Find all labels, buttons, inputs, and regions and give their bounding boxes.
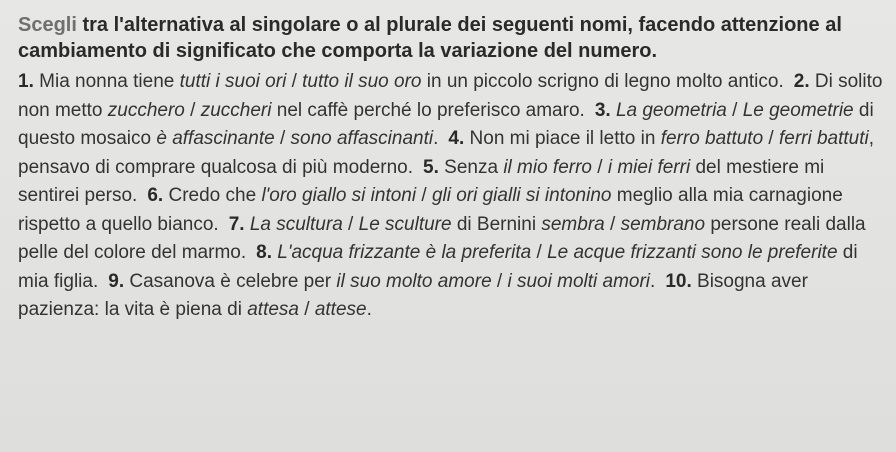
answer-option: sono affascinanti: [290, 128, 434, 149]
item-text: di mia figlia.: [18, 242, 858, 292]
option-separator: /: [286, 71, 303, 92]
exercise-instruction: [18, 12, 884, 64]
item-text: Credo che: [168, 185, 262, 206]
item-number: 10.: [665, 270, 692, 292]
instruction-text: tra l'alternativa al singolare o al plurale dei seguenti nomi, facendo attenzione al cambiamento di significato che comporta la variazione del numero.: [18, 14, 842, 62]
answer-option: La geometria: [615, 99, 727, 121]
answer-option: tutto il suo oro: [302, 71, 422, 92]
item-text: Senza: [444, 156, 504, 178]
option-separator: /: [184, 99, 201, 121]
answer-option: l'oro giallo si intoni: [261, 185, 417, 206]
answer-option: zucchero: [107, 99, 185, 121]
answer-option: sembra: [541, 213, 605, 235]
item-text: Bisogna aver pazienza: la vita è piena di: [18, 270, 808, 320]
item-number: 7.: [228, 213, 245, 235]
option-separator: /: [298, 299, 315, 320]
answer-option: attese: [314, 299, 367, 320]
exercise-body: [18, 68, 884, 325]
exercise-item: [18, 71, 784, 92]
item-number: 4.: [448, 128, 465, 149]
option-separator: /: [491, 270, 508, 292]
answer-option: Le geometrie: [742, 99, 854, 121]
item-text: .: [650, 270, 656, 292]
answer-option: ferri battuti: [778, 128, 869, 149]
option-separator: /: [763, 128, 779, 149]
item-text: , pensavo di comprare qualcosa di più moderno.: [18, 128, 875, 178]
item-text: in un piccolo scrigno di legno molto antico.: [421, 71, 784, 92]
instruction-highlighted-word: Scegli: [18, 14, 77, 36]
answer-option: i miei ferri: [607, 156, 691, 178]
answer-option: Le acque frizzanti sono le preferite: [547, 242, 838, 263]
option-separator: /: [342, 213, 359, 235]
item-text: persone reali dalla pelle del colore del marmo.: [18, 213, 866, 263]
answer-option: tutti i suoi ori: [179, 71, 287, 92]
option-separator: /: [604, 213, 621, 235]
answer-option: zuccheri: [200, 99, 272, 121]
answer-option: L'acqua frizzante è la preferita: [277, 242, 532, 263]
item-text: di questo mosaico: [18, 99, 874, 149]
item-number: 8.: [256, 242, 272, 263]
item-number: 6.: [147, 185, 164, 206]
answer-option: ferro battuto: [660, 128, 764, 149]
item-text: Mia nonna tiene: [39, 71, 180, 92]
answer-option: i suoi molti amori: [507, 270, 651, 292]
option-separator: /: [416, 185, 432, 206]
item-text: .: [366, 299, 372, 320]
answer-option: attesa: [247, 299, 299, 320]
option-separator: /: [531, 242, 548, 263]
item-number: 3.: [594, 99, 611, 121]
item-number: 9.: [108, 270, 125, 292]
item-number: 1.: [18, 71, 34, 92]
item-number: 5.: [423, 156, 439, 178]
item-text: di Bernini: [451, 213, 542, 235]
item-text: Di solito non metto: [18, 71, 883, 121]
answer-option: il mio ferro: [503, 156, 592, 178]
exercise-item: [108, 271, 655, 292]
item-text: meglio alla mia carnagione rispetto a quello bianco.: [18, 185, 843, 235]
answer-option: sembrano: [620, 213, 706, 235]
answer-option: Le sculture: [358, 213, 452, 235]
item-text: del mestiere mi sentirei perso.: [18, 156, 825, 206]
option-separator: /: [592, 156, 608, 178]
item-text: Non mi piace il letto in: [469, 128, 661, 149]
answer-option: è affascinante: [156, 128, 275, 149]
option-separator: /: [274, 128, 291, 149]
answer-option: gli ori gialli si intonino: [431, 185, 612, 206]
item-text: Casanova è celebre per: [129, 270, 337, 292]
answer-option: il suo molto amore: [336, 270, 492, 292]
item-text: .: [433, 128, 439, 149]
item-number: 2.: [793, 71, 810, 92]
option-separator: /: [726, 99, 743, 121]
answer-option: La scultura: [249, 213, 343, 235]
item-text: nel caffè perché lo preferisco amaro.: [271, 99, 585, 121]
